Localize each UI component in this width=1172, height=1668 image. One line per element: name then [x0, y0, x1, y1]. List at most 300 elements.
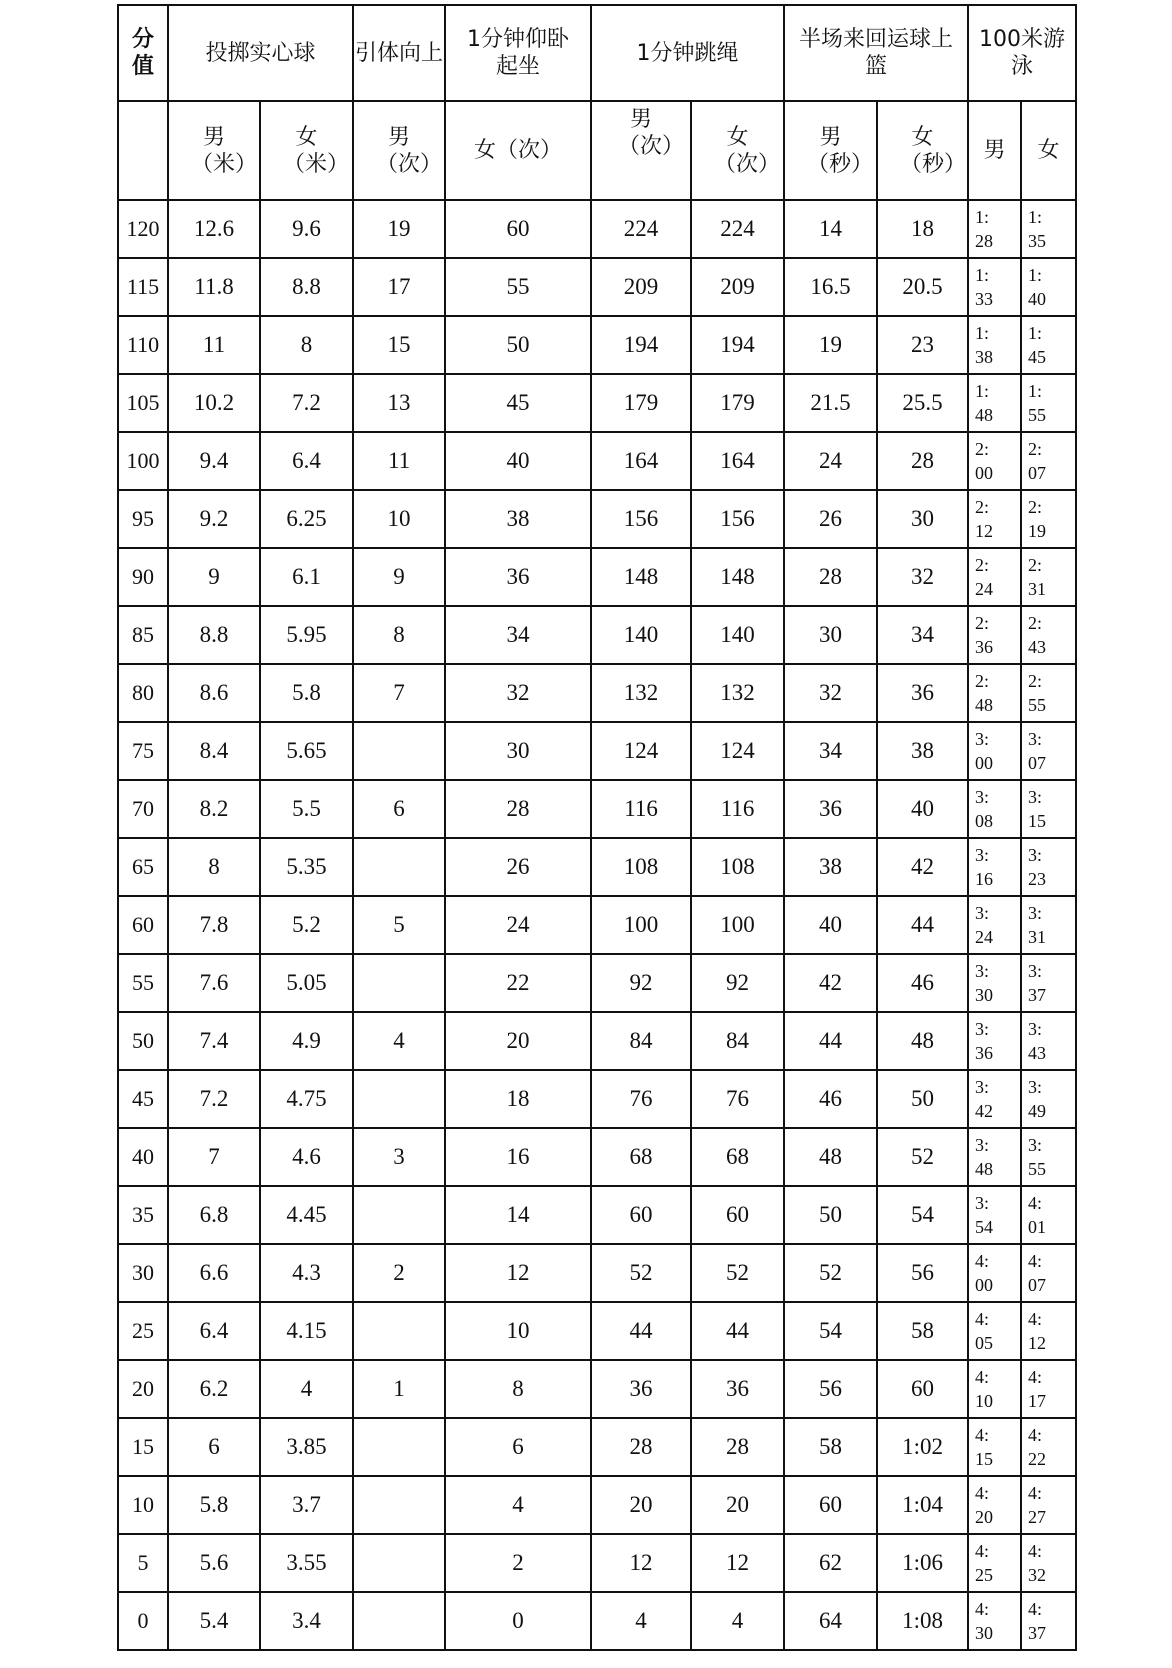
cell-score: 90 [118, 548, 168, 606]
swim-time: 4:05 [975, 1309, 994, 1353]
cell-shot-female: 4.6 [260, 1128, 353, 1186]
cell-swim-female [1021, 1128, 1076, 1186]
cell-shot-female: 8 [260, 316, 353, 374]
header-shot-put: 投掷实心球 [168, 5, 353, 101]
cell-swim-male [968, 1534, 1021, 1592]
cell-pullup-male: 1 [353, 1360, 445, 1418]
cell-pullup-male: 13 [353, 374, 445, 432]
cell-basketball-female: 28 [877, 432, 968, 490]
cell-swim-male [968, 316, 1021, 374]
pe-scoring-table [117, 4, 1077, 1651]
cell-situp-female: 10 [445, 1302, 591, 1360]
cell-shot-female: 3.4 [260, 1592, 353, 1650]
cell-situp-female: 32 [445, 664, 591, 722]
cell-situp-female: 18 [445, 1070, 591, 1128]
cell-rope-female: 179 [691, 374, 784, 432]
cell-score: 15 [118, 1418, 168, 1476]
cell-shot-male: 12.6 [168, 200, 260, 258]
swim-time: 4:00 [975, 1251, 994, 1295]
cell-score: 35 [118, 1186, 168, 1244]
subheader-rope-male: 男（次） [591, 101, 691, 200]
cell-swim-female [1021, 1012, 1076, 1070]
cell-situp-female: 12 [445, 1244, 591, 1302]
cell-basketball-female: 1:02 [877, 1418, 968, 1476]
cell-shot-male: 6.6 [168, 1244, 260, 1302]
cell-score: 25 [118, 1302, 168, 1360]
cell-swim-male [968, 1070, 1021, 1128]
cell-shot-male: 11 [168, 316, 260, 374]
cell-basketball-male: 36 [784, 780, 877, 838]
swim-time: 1:40 [1028, 265, 1047, 309]
cell-swim-male [968, 200, 1021, 258]
cell-shot-female: 8.8 [260, 258, 353, 316]
cell-shot-female: 5.65 [260, 722, 353, 780]
cell-swim-female [1021, 1476, 1076, 1534]
cell-rope-female: 209 [691, 258, 784, 316]
cell-shot-male: 9 [168, 548, 260, 606]
swim-time: 4:20 [975, 1483, 994, 1527]
cell-rope-female: 36 [691, 1360, 784, 1418]
subheader-bb-male: 男（秒） [784, 101, 877, 200]
cell-shot-female: 6.25 [260, 490, 353, 548]
cell-swim-female [1021, 1534, 1076, 1592]
cell-shot-male: 7 [168, 1128, 260, 1186]
cell-rope-male: 124 [591, 722, 691, 780]
cell-swim-female [1021, 780, 1076, 838]
cell-shot-male: 9.4 [168, 432, 260, 490]
cell-swim-male [968, 1302, 1021, 1360]
table-row [118, 1534, 1076, 1592]
header-pull-up: 引体向上 [353, 5, 445, 101]
cell-shot-male: 7.8 [168, 896, 260, 954]
cell-situp-female: 26 [445, 838, 591, 896]
cell-swim-female [1021, 606, 1076, 664]
table-row [118, 780, 1076, 838]
cell-shot-female: 4.9 [260, 1012, 353, 1070]
cell-shot-female: 5.35 [260, 838, 353, 896]
cell-swim-male [968, 1476, 1021, 1534]
cell-basketball-male: 48 [784, 1128, 877, 1186]
cell-rope-male: 68 [591, 1128, 691, 1186]
swim-time: 3:54 [975, 1193, 994, 1237]
table-row [118, 200, 1076, 258]
swim-time: 1:28 [975, 207, 994, 251]
cell-basketball-female: 50 [877, 1070, 968, 1128]
subheader-bb-female: 女（秒） [877, 101, 968, 200]
cell-score: 95 [118, 490, 168, 548]
cell-basketball-female: 40 [877, 780, 968, 838]
cell-shot-female: 5.8 [260, 664, 353, 722]
subheader-row [118, 101, 1076, 200]
cell-shot-female: 5.2 [260, 896, 353, 954]
cell-situp-female: 0 [445, 1592, 591, 1650]
cell-situp-female: 20 [445, 1012, 591, 1070]
table-row [118, 1070, 1076, 1128]
cell-pullup-male: 19 [353, 200, 445, 258]
cell-score: 50 [118, 1012, 168, 1070]
cell-swim-male [968, 490, 1021, 548]
cell-basketball-male: 58 [784, 1418, 877, 1476]
cell-basketball-female: 20.5 [877, 258, 968, 316]
cell-basketball-male: 64 [784, 1592, 877, 1650]
cell-situp-female: 6 [445, 1418, 591, 1476]
cell-basketball-male: 46 [784, 1070, 877, 1128]
table-row [118, 1012, 1076, 1070]
cell-rope-male: 12 [591, 1534, 691, 1592]
cell-swim-male [968, 1592, 1021, 1650]
swim-time: 2:43 [1028, 613, 1047, 657]
cell-situp-female: 14 [445, 1186, 591, 1244]
swim-time: 2:24 [975, 555, 994, 599]
cell-rope-male: 194 [591, 316, 691, 374]
cell-swim-female [1021, 490, 1076, 548]
cell-basketball-female: 1:06 [877, 1534, 968, 1592]
cell-basketball-male: 32 [784, 664, 877, 722]
swim-time: 2:36 [975, 613, 994, 657]
cell-score: 20 [118, 1360, 168, 1418]
cell-swim-male [968, 1360, 1021, 1418]
cell-rope-male: 116 [591, 780, 691, 838]
cell-rope-male: 76 [591, 1070, 691, 1128]
cell-swim-male [968, 664, 1021, 722]
cell-swim-male [968, 548, 1021, 606]
cell-rope-male: 28 [591, 1418, 691, 1476]
cell-shot-female: 4 [260, 1360, 353, 1418]
cell-swim-female [1021, 548, 1076, 606]
cell-shot-female: 5.5 [260, 780, 353, 838]
swim-time: 3:00 [975, 729, 994, 773]
cell-rope-female: 156 [691, 490, 784, 548]
cell-rope-female: 92 [691, 954, 784, 1012]
table-row [118, 722, 1076, 780]
cell-swim-female [1021, 1360, 1076, 1418]
swim-time: 4:15 [975, 1425, 994, 1469]
cell-shot-male: 8.2 [168, 780, 260, 838]
cell-rope-female: 20 [691, 1476, 784, 1534]
cell-situp-female: 34 [445, 606, 591, 664]
cell-rope-male: 148 [591, 548, 691, 606]
cell-shot-male: 7.4 [168, 1012, 260, 1070]
subheader-swim-male: 男 [968, 101, 1021, 200]
cell-rope-female: 76 [691, 1070, 784, 1128]
swim-time: 3:31 [1028, 903, 1047, 947]
cell-pullup-male [353, 1592, 445, 1650]
cell-situp-female: 38 [445, 490, 591, 548]
swim-time: 3:30 [975, 961, 994, 1005]
cell-swim-female [1021, 258, 1076, 316]
cell-swim-female [1021, 200, 1076, 258]
cell-shot-male: 6.2 [168, 1360, 260, 1418]
cell-swim-female [1021, 1244, 1076, 1302]
cell-swim-male [968, 1244, 1021, 1302]
subheader-rope-female: 女（次） [691, 101, 784, 200]
swim-time: 1:35 [1028, 207, 1047, 251]
table-row [118, 1592, 1076, 1650]
cell-rope-male: 140 [591, 606, 691, 664]
cell-situp-female: 40 [445, 432, 591, 490]
table-row [118, 954, 1076, 1012]
swim-time: 3:24 [975, 903, 994, 947]
swim-time: 2:07 [1028, 439, 1047, 483]
cell-rope-male: 20 [591, 1476, 691, 1534]
cell-rope-female: 12 [691, 1534, 784, 1592]
cell-shot-male: 10.2 [168, 374, 260, 432]
cell-swim-female [1021, 432, 1076, 490]
swim-time: 3:15 [1028, 787, 1047, 831]
swim-time: 1:33 [975, 265, 994, 309]
cell-basketball-male: 21.5 [784, 374, 877, 432]
swim-time: 2:00 [975, 439, 994, 483]
cell-rope-male: 209 [591, 258, 691, 316]
table-row [118, 548, 1076, 606]
cell-score: 100 [118, 432, 168, 490]
swim-time: 3:55 [1028, 1135, 1047, 1179]
cell-basketball-female: 48 [877, 1012, 968, 1070]
swim-time: 2:31 [1028, 555, 1047, 599]
swim-time: 1:38 [975, 323, 994, 367]
cell-score: 120 [118, 200, 168, 258]
cell-pullup-male: 4 [353, 1012, 445, 1070]
swim-time: 4:25 [975, 1541, 994, 1585]
header-rope-skipping: 1分钟跳绳 [591, 5, 784, 101]
cell-shot-female: 3.55 [260, 1534, 353, 1592]
cell-shot-male: 8.8 [168, 606, 260, 664]
cell-shot-male: 5.8 [168, 1476, 260, 1534]
cell-basketball-male: 60 [784, 1476, 877, 1534]
cell-rope-male: 108 [591, 838, 691, 896]
cell-score: 45 [118, 1070, 168, 1128]
swim-time: 2:12 [975, 497, 994, 541]
cell-situp-female: 30 [445, 722, 591, 780]
cell-score: 5 [118, 1534, 168, 1592]
cell-rope-male: 164 [591, 432, 691, 490]
table-row [118, 896, 1076, 954]
table-row [118, 1128, 1076, 1186]
cell-rope-male: 52 [591, 1244, 691, 1302]
table-row [118, 1302, 1076, 1360]
cell-pullup-male [353, 1476, 445, 1534]
table-row [118, 1244, 1076, 1302]
cell-rope-female: 100 [691, 896, 784, 954]
swim-time: 3:48 [975, 1135, 994, 1179]
cell-pullup-male [353, 1302, 445, 1360]
cell-rope-male: 156 [591, 490, 691, 548]
cell-shot-male: 11.8 [168, 258, 260, 316]
cell-swim-male [968, 954, 1021, 1012]
cell-swim-female [1021, 1592, 1076, 1650]
table-row [118, 606, 1076, 664]
cell-rope-male: 132 [591, 664, 691, 722]
cell-basketball-female: 42 [877, 838, 968, 896]
table-row [118, 432, 1076, 490]
cell-basketball-male: 52 [784, 1244, 877, 1302]
swim-time: 1:45 [1028, 323, 1047, 367]
cell-shot-female: 6.1 [260, 548, 353, 606]
cell-situp-female: 22 [445, 954, 591, 1012]
cell-rope-male: 60 [591, 1186, 691, 1244]
cell-pullup-male [353, 1070, 445, 1128]
cell-situp-female: 16 [445, 1128, 591, 1186]
cell-swim-male [968, 258, 1021, 316]
cell-pullup-male [353, 1534, 445, 1592]
header-basketball: 半场来回运球上篮 [784, 5, 968, 101]
swim-time: 3:07 [1028, 729, 1047, 773]
cell-pullup-male: 10 [353, 490, 445, 548]
cell-pullup-male: 9 [353, 548, 445, 606]
swim-time: 3:37 [1028, 961, 1047, 1005]
cell-basketball-male: 30 [784, 606, 877, 664]
cell-swim-male [968, 606, 1021, 664]
cell-shot-male: 6 [168, 1418, 260, 1476]
cell-situp-female: 55 [445, 258, 591, 316]
cell-basketball-male: 42 [784, 954, 877, 1012]
cell-rope-female: 28 [691, 1418, 784, 1476]
cell-rope-female: 116 [691, 780, 784, 838]
cell-score: 85 [118, 606, 168, 664]
swim-time: 1:55 [1028, 381, 1047, 425]
cell-shot-male: 7.2 [168, 1070, 260, 1128]
cell-shot-female: 3.85 [260, 1418, 353, 1476]
cell-basketball-male: 40 [784, 896, 877, 954]
cell-swim-female [1021, 1070, 1076, 1128]
cell-swim-female [1021, 896, 1076, 954]
cell-swim-female [1021, 1186, 1076, 1244]
table-row [118, 1186, 1076, 1244]
cell-pullup-male: 6 [353, 780, 445, 838]
cell-basketball-female: 36 [877, 664, 968, 722]
table-row [118, 374, 1076, 432]
cell-basketball-female: 18 [877, 200, 968, 258]
swim-time: 3:23 [1028, 845, 1047, 889]
cell-score: 30 [118, 1244, 168, 1302]
cell-situp-female: 28 [445, 780, 591, 838]
cell-basketball-female: 1:08 [877, 1592, 968, 1650]
cell-score: 10 [118, 1476, 168, 1534]
cell-swim-female [1021, 954, 1076, 1012]
cell-swim-male [968, 1012, 1021, 1070]
cell-rope-female: 60 [691, 1186, 784, 1244]
cell-basketball-male: 56 [784, 1360, 877, 1418]
subheader-sit-female: 女（次） [445, 101, 591, 200]
cell-swim-male [968, 1418, 1021, 1476]
swim-time: 3:43 [1028, 1019, 1047, 1063]
cell-shot-male: 6.4 [168, 1302, 260, 1360]
cell-swim-male [968, 780, 1021, 838]
subheader-empty [118, 101, 168, 200]
table-row [118, 1360, 1076, 1418]
swim-time: 4:17 [1028, 1367, 1047, 1411]
cell-pullup-male [353, 722, 445, 780]
swim-time: 4:07 [1028, 1251, 1047, 1295]
cell-rope-female: 52 [691, 1244, 784, 1302]
cell-score: 0 [118, 1592, 168, 1650]
cell-shot-female: 7.2 [260, 374, 353, 432]
swim-time: 4:37 [1028, 1599, 1047, 1643]
cell-score: 60 [118, 896, 168, 954]
cell-score: 55 [118, 954, 168, 1012]
cell-swim-male [968, 838, 1021, 896]
cell-rope-male: 100 [591, 896, 691, 954]
cell-score: 115 [118, 258, 168, 316]
cell-score: 40 [118, 1128, 168, 1186]
cell-basketball-female: 58 [877, 1302, 968, 1360]
cell-shot-female: 3.7 [260, 1476, 353, 1534]
cell-score: 80 [118, 664, 168, 722]
cell-basketball-male: 24 [784, 432, 877, 490]
subheader-shot-female: 女（米） [260, 101, 353, 200]
cell-shot-male: 8 [168, 838, 260, 896]
swim-time: 3:08 [975, 787, 994, 831]
cell-pullup-male: 7 [353, 664, 445, 722]
cell-swim-male [968, 896, 1021, 954]
cell-basketball-female: 30 [877, 490, 968, 548]
cell-rope-female: 140 [691, 606, 784, 664]
cell-pullup-male [353, 1418, 445, 1476]
cell-rope-female: 4 [691, 1592, 784, 1650]
cell-rope-male: 36 [591, 1360, 691, 1418]
cell-shot-female: 4.15 [260, 1302, 353, 1360]
cell-swim-female [1021, 374, 1076, 432]
subheader-swim-female: 女 [1021, 101, 1076, 200]
cell-pullup-male: 2 [353, 1244, 445, 1302]
cell-shot-male: 5.6 [168, 1534, 260, 1592]
swim-time: 4:32 [1028, 1541, 1047, 1585]
cell-basketball-male: 14 [784, 200, 877, 258]
cell-situp-female: 50 [445, 316, 591, 374]
cell-rope-male: 92 [591, 954, 691, 1012]
cell-swim-male [968, 432, 1021, 490]
cell-swim-female [1021, 838, 1076, 896]
swim-time: 3:42 [975, 1077, 994, 1121]
cell-rope-female: 108 [691, 838, 784, 896]
cell-score: 65 [118, 838, 168, 896]
cell-pullup-male: 17 [353, 258, 445, 316]
table-row [118, 664, 1076, 722]
swim-time: 2:48 [975, 671, 994, 715]
cell-shot-female: 4.45 [260, 1186, 353, 1244]
cell-basketball-male: 50 [784, 1186, 877, 1244]
cell-swim-male [968, 1128, 1021, 1186]
cell-swim-male [968, 1186, 1021, 1244]
cell-situp-female: 24 [445, 896, 591, 954]
subheader-shot-male: 男（米） [168, 101, 260, 200]
table-row [118, 1418, 1076, 1476]
swim-time: 4:30 [975, 1599, 994, 1643]
cell-situp-female: 2 [445, 1534, 591, 1592]
cell-shot-female: 6.4 [260, 432, 353, 490]
cell-rope-male: 179 [591, 374, 691, 432]
cell-rope-male: 84 [591, 1012, 691, 1070]
cell-swim-female [1021, 1418, 1076, 1476]
cell-pullup-male [353, 1186, 445, 1244]
cell-basketball-female: 56 [877, 1244, 968, 1302]
cell-shot-male: 8.6 [168, 664, 260, 722]
cell-rope-female: 124 [691, 722, 784, 780]
cell-rope-female: 148 [691, 548, 784, 606]
swim-time: 4:27 [1028, 1483, 1047, 1527]
cell-basketball-male: 19 [784, 316, 877, 374]
cell-score: 110 [118, 316, 168, 374]
cell-shot-female: 4.75 [260, 1070, 353, 1128]
cell-rope-female: 224 [691, 200, 784, 258]
cell-rope-female: 132 [691, 664, 784, 722]
cell-pullup-male: 8 [353, 606, 445, 664]
cell-situp-female: 4 [445, 1476, 591, 1534]
subheader-pull-male: 男（次） [353, 101, 445, 200]
cell-shot-male: 8.4 [168, 722, 260, 780]
cell-shot-female: 5.05 [260, 954, 353, 1012]
cell-swim-male [968, 722, 1021, 780]
